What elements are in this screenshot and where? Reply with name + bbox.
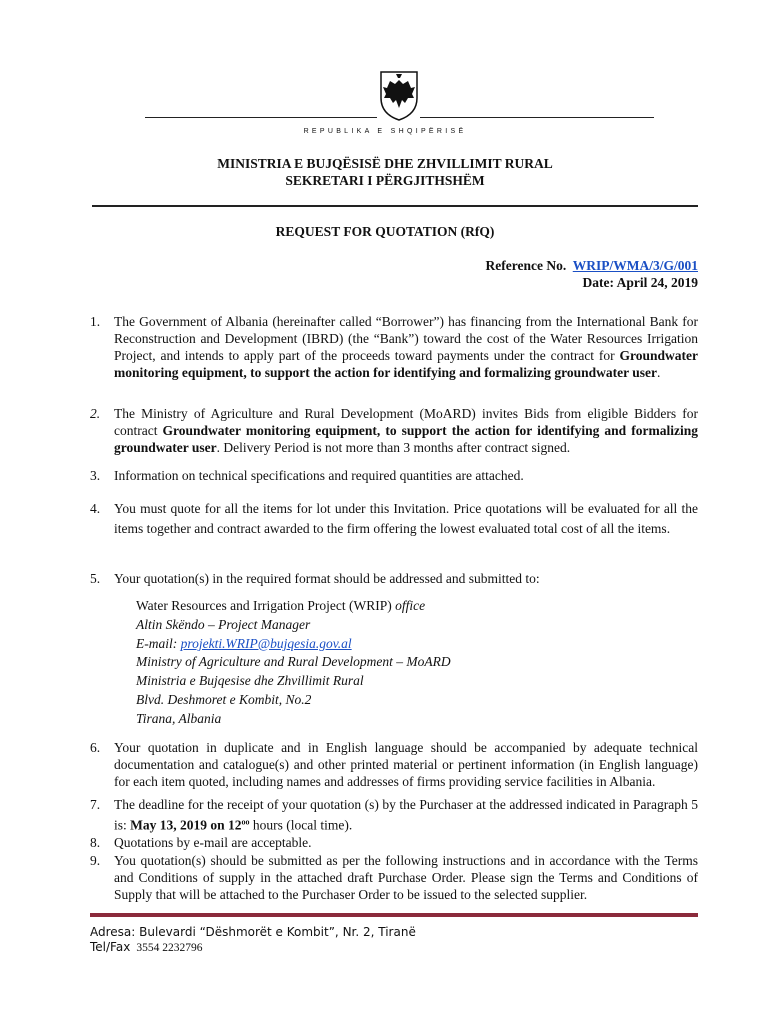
ministry-heading xyxy=(0,155,770,189)
heading-divider xyxy=(92,205,698,207)
list-item-8 xyxy=(90,834,698,851)
address-line-4: Ministry of Agriculture and Rural Development – MoARD xyxy=(136,654,451,670)
reference-line xyxy=(486,257,698,274)
item-text: Quotations by e-mail are acceptable. xyxy=(114,835,312,850)
reference-date: Date: April 24, 2019 xyxy=(582,275,698,290)
list-item-7 xyxy=(90,796,698,834)
item-number: 4. xyxy=(90,501,101,516)
address-email-line: E-mail: projekti.WRIP@bujqesia.gov.al xyxy=(136,635,352,651)
item-text: You must quote for all the items for lot under this Invitation. Price quotations will be evaluated for all the items together and contract awarded to the firm offering the lowest evaluated total cost of all the items. xyxy=(114,501,698,536)
footer-address: Adresa: Bulevardi “Dëshmorët e Kombit”, Nr. 2, Tiranë xyxy=(90,925,416,939)
address-line-2: Altin Skëndo – Project Manager xyxy=(136,616,311,632)
item-text: You quotation(s) should be submitted as per the following instructions and in accordance with the Terms and Conditions of supply in the attached draft Purchase Order. Please sign the Terms and Conditions of Supply that will be attached to the Purchaser Order to be issued to the selected supplier. xyxy=(114,853,698,902)
list-item-9 xyxy=(90,852,698,903)
item-number: 1. xyxy=(90,314,101,329)
albania-emblem-icon xyxy=(378,68,420,122)
item-number: 9. xyxy=(90,853,101,868)
item-text: Your quotation(s) in the required format should be addressed and submitted to: xyxy=(114,571,540,586)
reference-number-link[interactable]: WRIP/WMA/3/G/001 xyxy=(572,258,698,273)
tel-number: 3554 2232796 xyxy=(136,942,203,954)
footer-rule xyxy=(90,913,698,917)
list-item-1 xyxy=(90,313,698,381)
ministry-line-2: SEKRETARI I PËRGJITHSHËM xyxy=(285,173,485,188)
item-number: 5. xyxy=(90,571,101,586)
header-rule-right xyxy=(420,117,654,118)
header-rule-left xyxy=(145,117,377,118)
footer-phone xyxy=(90,940,202,954)
item-text: The Ministry of Agriculture and Rural Development (MoARD) invites Bids from eligible Bidders for contract Groundwater monitoring equipment, to support the action for identifying and formalizing groundwater user. Delivery Period is not more than 3 months after contract signed. xyxy=(114,406,698,455)
item-number: 3. xyxy=(90,468,101,483)
email-link[interactable]: projekti.WRIP@bujqesia.gov.al xyxy=(180,635,352,651)
ministry-line-1: MINISTRIA E BUJQËSISË DHE ZHVILLIMIT RURAL xyxy=(217,156,553,171)
address-line-7: Tirana, Albania xyxy=(136,710,222,726)
list-item-4 xyxy=(90,499,698,538)
item-text: The Government of Albania (hereinafter called “Borrower”) has financing from the International Bank for Reconstruction and Development (IBRD) (the “Bank”) toward the cost of the Water Resources Irrigation Project, and intends to apply part of the proceeds toward payments under the contract for Groundwater monitoring equipment, to support the action for identifying and formalizing groundwater user. xyxy=(114,314,698,380)
list-item-5 xyxy=(90,570,698,587)
address-line-6: Blvd. Deshmoret e Kombit, No.2 xyxy=(136,691,312,707)
item-number: 8. xyxy=(90,835,101,850)
item-number: 7. xyxy=(90,797,101,812)
address-line-5: Ministria e Bujqesise dhe Zhvillimit Rural xyxy=(136,673,364,689)
item-text: Information on technical specifications and required quantities are attached. xyxy=(114,468,524,483)
item-text: The deadline for the receipt of your quotation (s) by the Purchaser at the addressed indicated in Paragraph 5 is: May 13, 2019 on $12^{oo}$ hours (local time). xyxy=(114,797,698,833)
address-line-1: Water Resources and Irrigation Project (WRIP) office xyxy=(136,598,426,613)
item-text: Your quotation in duplicate and in English language should be accompanied by adequate technical documentation and catalogue(s) and other printed material or pertinent information (in English language) for each item quoted, including names and addresses of firms providing service facilities in Albania. xyxy=(114,740,698,789)
reference-block xyxy=(486,257,698,291)
reference-label: Reference No. xyxy=(485,258,567,273)
list-item-3 xyxy=(90,467,698,484)
republika-label: REPUBLIKA E SHQIPËRISË xyxy=(303,128,467,135)
list-item-2 xyxy=(90,405,698,456)
submission-address xyxy=(136,597,451,729)
item-number: 2. xyxy=(90,406,101,421)
tel-label: Tel/Fax xyxy=(90,940,131,954)
list-item-6 xyxy=(90,739,698,790)
item-number: 6. xyxy=(90,740,101,755)
document-title: REQUEST FOR QUOTATION (RfQ) xyxy=(275,224,495,239)
